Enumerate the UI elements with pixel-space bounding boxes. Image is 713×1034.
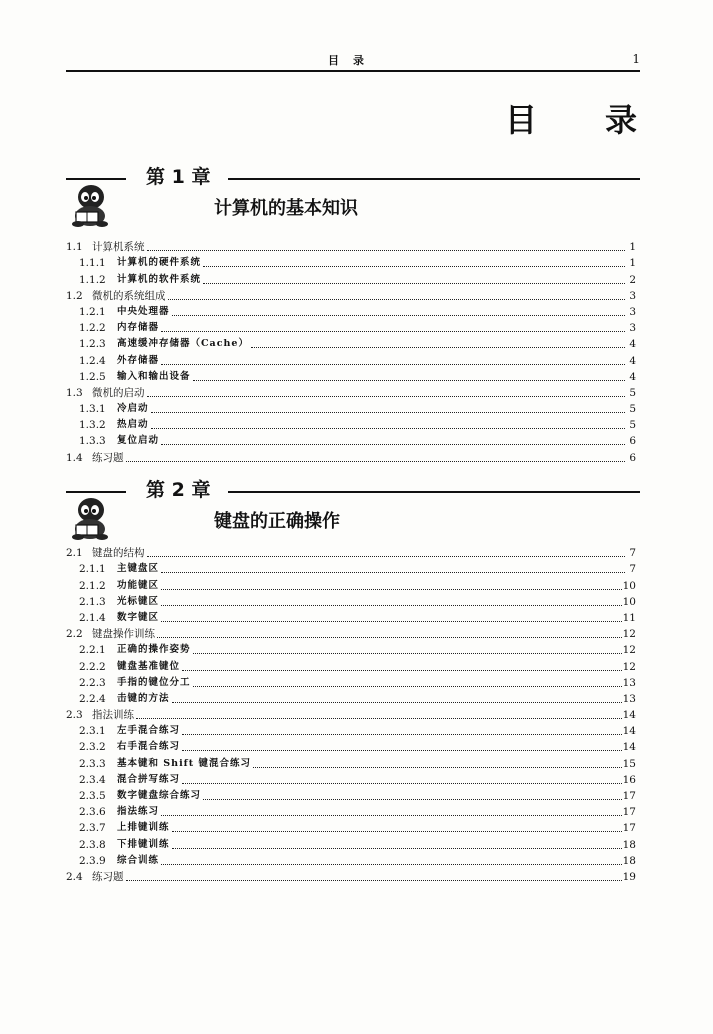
- toc-entry-number: 2.3: [66, 709, 83, 722]
- toc-entry-page: 6: [629, 435, 636, 448]
- dot-leader: [203, 266, 625, 267]
- toc-entry-page: 16: [622, 773, 636, 786]
- toc-entry-page: 12: [622, 628, 636, 641]
- dot-leader: [203, 799, 622, 800]
- toc-entry-number: 2.3.1: [79, 725, 106, 738]
- toc-entry-number: 2.4: [66, 870, 83, 883]
- toc-entry-title: 指法练习: [117, 806, 160, 818]
- toc-entry-number: 1.3.1: [79, 403, 106, 416]
- toc-entry-number: 2.2.4: [79, 692, 106, 705]
- dot-leader: [203, 283, 625, 284]
- toc-entry: [66, 351, 636, 367]
- toc-entry-title: 正确的操作姿势: [117, 644, 191, 656]
- toc-entry-page: 14: [622, 725, 636, 738]
- dot-leader: [182, 783, 622, 784]
- toc-entry-title: 键盘操作训练: [92, 628, 155, 641]
- toc-entry-number: 1.1.1: [79, 257, 106, 270]
- toc-entry-title: 指法训练: [92, 709, 134, 722]
- toc-entry: [66, 787, 636, 803]
- dot-leader: [172, 315, 625, 316]
- toc-entry-number: 1.2: [66, 289, 83, 302]
- toc-entry-number: 2.3.5: [79, 790, 106, 802]
- toc-entry-page: 5: [629, 386, 636, 399]
- dot-leader: [136, 718, 622, 719]
- toc-entry-number: 2.1.1: [79, 563, 106, 576]
- toc-entry: [66, 287, 636, 303]
- toc-entry-page: 15: [622, 757, 636, 770]
- toc-entry-title: 计算机的软件系统: [117, 273, 202, 285]
- chapter-heading-bar: [66, 164, 640, 192]
- rule-right: [228, 178, 640, 180]
- toc-entry-page: 12: [622, 644, 636, 657]
- toc-entry-title: 手指的键位分工: [117, 676, 191, 688]
- toc-entry: [66, 576, 636, 592]
- toc-entry-title: 数字键区: [117, 611, 160, 623]
- toc-entry: [66, 722, 636, 738]
- toc-entry-page: 12: [622, 660, 636, 673]
- toc-entry-number: 2.3.8: [79, 838, 106, 851]
- toc-entry: [66, 384, 636, 400]
- toc-entry-page: 17: [622, 790, 636, 802]
- toc-entry-number: 2.1: [66, 547, 83, 560]
- toc-entry-page: 11: [622, 611, 636, 624]
- dot-leader: [161, 331, 625, 332]
- toc-entry-title: 左手混合练习: [117, 725, 181, 737]
- toc-entry-title: 光标键区: [117, 595, 160, 607]
- dot-leader: [161, 589, 622, 590]
- toc-entry: [66, 368, 636, 384]
- toc-entry-number: 2.1.4: [79, 611, 106, 624]
- toc-entry-number: 1.1: [66, 241, 83, 254]
- dot-leader: [193, 380, 625, 381]
- toc-entry-title: 键盘基准键位: [117, 660, 181, 672]
- toc-entry-title: 右手混合练习: [117, 741, 181, 753]
- chapter-title: 键盘的正确操作: [214, 511, 340, 532]
- toc-entry-page: 1: [629, 241, 636, 254]
- toc-entry-title: 内存储器: [117, 322, 160, 334]
- toc-entry-page: 2: [629, 273, 636, 286]
- toc-entry-number: 2.2: [66, 628, 83, 641]
- rule-left: [66, 491, 126, 493]
- running-title: 目录: [328, 54, 378, 67]
- dot-leader: [147, 556, 626, 557]
- dot-leader: [161, 815, 622, 816]
- toc-entry: [66, 738, 636, 754]
- toc-entry-page: 5: [629, 419, 636, 432]
- toc-entry-page: 18: [622, 854, 636, 867]
- dot-leader: [157, 637, 622, 638]
- toc-entry-number: 1.4: [66, 451, 83, 464]
- toc-entry: [66, 835, 636, 851]
- toc-entry-page: 3: [629, 322, 636, 335]
- toc-entry: [66, 852, 636, 868]
- toc-entry-title: 主键盘区: [117, 563, 160, 575]
- toc-entry-page: 17: [622, 806, 636, 819]
- toc-entry-title: 高速缓冲存储器（Cache）: [117, 338, 249, 350]
- toc-entry-title: 练习题: [92, 870, 124, 883]
- dot-leader: [161, 444, 625, 445]
- toc-entry-page: 7: [629, 563, 636, 576]
- toc-entry-page: 4: [629, 354, 636, 367]
- toc-entry-title: 计算机的硬件系统: [117, 257, 202, 269]
- toc-entry: [66, 238, 636, 254]
- toc-entry: [66, 319, 636, 335]
- reading-mascot-icon: [70, 184, 110, 228]
- toc-entry: [66, 400, 636, 416]
- toc-entry-page: 10: [622, 579, 636, 592]
- toc-entry: [66, 819, 636, 835]
- toc-entry-page: 14: [622, 741, 636, 754]
- dot-leader: [161, 572, 625, 573]
- toc-entry: [66, 690, 636, 706]
- toc-entry-number: 1.2.3: [79, 338, 106, 351]
- toc-entry: [66, 771, 636, 787]
- dot-leader: [161, 621, 622, 622]
- toc-entry: [66, 674, 636, 690]
- toc-entry-page: 7: [629, 547, 636, 560]
- toc-entry-title: 混合拼写练习: [117, 773, 181, 785]
- toc-entry-title: 复位启动: [117, 435, 160, 447]
- toc-entry-page: 13: [622, 692, 636, 705]
- toc-entry-number: 2.1.2: [79, 579, 106, 592]
- dot-leader: [161, 605, 622, 606]
- dot-leader: [253, 767, 622, 768]
- toc-entry: [66, 657, 636, 673]
- dot-leader: [172, 702, 622, 703]
- toc-entry-page: 4: [629, 338, 636, 351]
- toc-entry: [66, 609, 636, 625]
- toc-entry-number: 1.2.1: [79, 305, 106, 318]
- dot-leader: [161, 864, 622, 865]
- chapter-label: 第 2 章: [146, 479, 211, 501]
- toc-entry: [66, 803, 636, 819]
- running-header: [66, 50, 640, 72]
- toc-entry-number: 2.2.2: [79, 660, 106, 673]
- toc-entry-page: 19: [622, 870, 636, 883]
- toc-entry-number: 1.2.5: [79, 370, 106, 383]
- toc-entry-number: 2.3.3: [79, 757, 106, 770]
- toc-entry-title: 综合训练: [117, 854, 160, 866]
- chapter-title: 计算机的基本知识: [214, 198, 358, 219]
- toc-entry-page: 18: [622, 838, 636, 851]
- toc-entry-title: 击键的方法: [117, 692, 170, 704]
- chapter-2-entries: [66, 544, 636, 884]
- toc-entry-number: 2.3.6: [79, 806, 106, 819]
- dot-leader: [172, 831, 622, 832]
- toc-entry-page: 14: [622, 709, 636, 722]
- dot-leader: [126, 461, 626, 462]
- dot-leader: [161, 364, 625, 365]
- toc-entry: [66, 593, 636, 609]
- toc-entry-title: 上排键训练: [117, 822, 170, 834]
- toc-entry-title: 基本键和 Shift 键混合练习: [117, 757, 251, 769]
- toc-entry-title: 输入和输出设备: [117, 370, 191, 382]
- dot-leader: [182, 750, 622, 751]
- toc-entry-page: 5: [629, 403, 636, 416]
- toc-entry: [66, 432, 636, 448]
- toc-entry-number: 1.3.2: [79, 419, 106, 432]
- toc-entry-title: 热启动: [117, 419, 149, 431]
- dot-leader: [193, 686, 622, 687]
- toc-entry-page: 13: [622, 676, 636, 689]
- chapter-label: 第 1 章: [146, 166, 211, 188]
- toc-entry-number: 1.2.4: [79, 354, 106, 367]
- toc-entry: [66, 303, 636, 319]
- toc-entry-title: 微机的启动: [92, 386, 145, 399]
- toc-entry: [66, 868, 636, 884]
- toc-entry: [66, 254, 636, 270]
- toc-entry-page: 4: [629, 370, 636, 383]
- dot-leader: [172, 848, 622, 849]
- toc-entry: [66, 448, 636, 464]
- toc-entry-number: 1.3: [66, 386, 83, 399]
- toc-entry-number: 2.3.2: [79, 741, 106, 754]
- toc-entry-number: 1.3.3: [79, 435, 106, 448]
- toc-entry-title: 功能键区: [117, 579, 160, 591]
- dot-leader: [182, 734, 622, 735]
- toc-entry-title: 冷启动: [117, 403, 149, 415]
- toc-entry: [66, 560, 636, 576]
- toc-entry: [66, 625, 636, 641]
- toc-entry: [66, 706, 636, 722]
- dot-leader: [147, 250, 626, 251]
- toc-entry-title: 中央处理器: [117, 305, 170, 317]
- toc-entry: [66, 754, 636, 770]
- toc-entry-number: 2.1.3: [79, 595, 106, 608]
- rule-right: [228, 491, 640, 493]
- toc-entry-page: 3: [629, 305, 636, 318]
- toc-entry-page: 10: [622, 595, 636, 608]
- toc-entry-title: 计算机系统: [92, 241, 145, 254]
- toc-title: 目录: [505, 101, 637, 139]
- toc-entry-title: 外存储器: [117, 354, 160, 366]
- chapter-heading-bar: [66, 477, 640, 505]
- toc-entry-number: 2.3.9: [79, 854, 106, 867]
- dot-leader: [182, 670, 622, 671]
- chapter-2: [66, 477, 640, 883]
- chapter-1-entries: [66, 238, 636, 465]
- toc-entry-number: 2.2.1: [79, 644, 106, 657]
- toc-entry-number: 1.1.2: [79, 273, 106, 286]
- toc-entry: [66, 270, 636, 286]
- dot-leader: [147, 396, 626, 397]
- dot-leader: [168, 299, 626, 300]
- toc-entry: [66, 641, 636, 657]
- chapter-1: [66, 164, 640, 464]
- dot-leader: [151, 428, 625, 429]
- toc-entry-title: 下排键训练: [117, 838, 170, 850]
- toc-entry-title: 数字键盘综合练习: [117, 790, 202, 801]
- toc-entry-page: 6: [629, 451, 636, 464]
- reading-mascot-icon: [70, 497, 110, 541]
- toc-entry: [66, 335, 636, 351]
- toc-entry-title: 微机的系统组成: [92, 289, 166, 302]
- dot-leader: [193, 653, 622, 654]
- dot-leader: [126, 880, 622, 881]
- toc-entry: [66, 416, 636, 432]
- toc-entry-number: 1.2.2: [79, 322, 106, 335]
- page-number: 1: [632, 52, 640, 66]
- dot-leader: [251, 347, 625, 348]
- toc-entry-page: 3: [629, 289, 636, 302]
- rule-left: [66, 178, 126, 180]
- toc-entry-number: 2.2.3: [79, 676, 106, 689]
- toc-entry-title: 练习题: [92, 451, 124, 464]
- toc-entry-title: 键盘的结构: [92, 547, 145, 560]
- toc-entry-number: 2.3.7: [79, 822, 106, 835]
- toc-entry-page: 17: [622, 822, 636, 835]
- toc-entry: [66, 544, 636, 560]
- toc-entry-number: 2.3.4: [79, 773, 106, 786]
- dot-leader: [151, 412, 625, 413]
- toc-entry-page: 1: [629, 257, 636, 270]
